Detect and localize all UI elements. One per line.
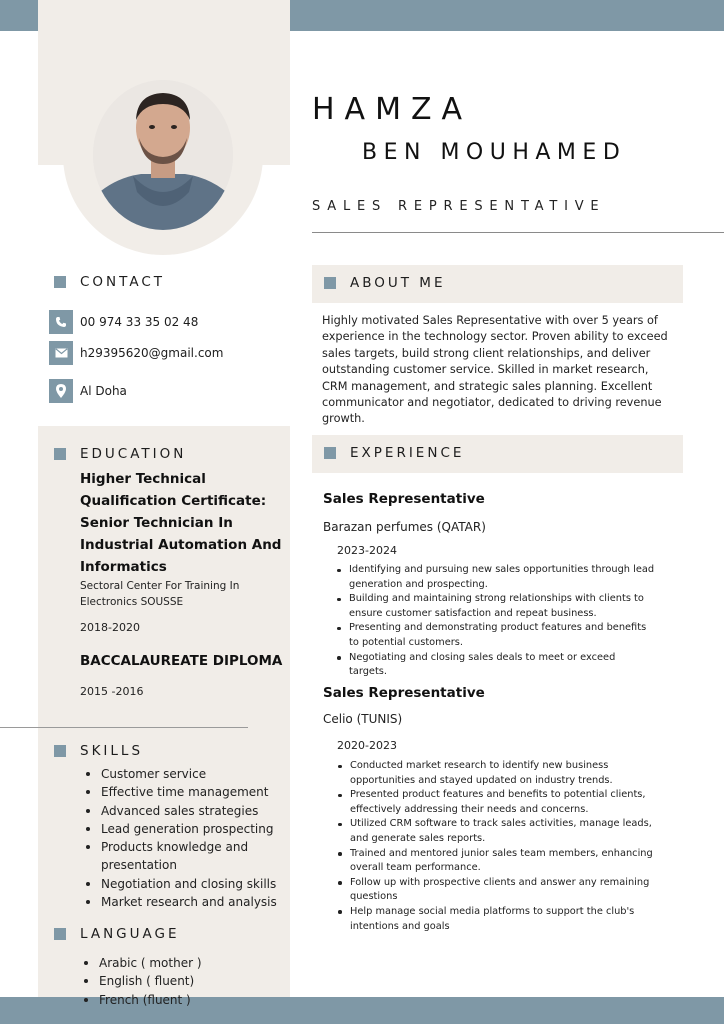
job-duties-list (337, 759, 657, 934)
list-item: Follow up with prospective clients and answer any remaining questions (337, 876, 657, 905)
education-years: 2015 -2016 (80, 685, 144, 698)
location-text: Al Doha (80, 384, 127, 398)
list-item: Products knowledge and presentation (82, 838, 287, 875)
language-heading (54, 926, 180, 942)
list-item: Identifying and pursuing new sales opportunities through lead generation and prospecting. (336, 563, 656, 592)
list-item: Building and maintaining strong relationships with clients to ensure customer satisfaction and repeat business. (336, 592, 656, 621)
list-item: Utilized CRM software to track sales activities, manage leads, and generate sales reports. (337, 817, 657, 846)
header-divider (312, 232, 724, 233)
list-item: Trained and mentored junior sales team members, enhancing overall team performance. (337, 847, 657, 876)
education-years: 2018-2020 (80, 621, 140, 634)
contact-heading-label: CONTACT (80, 274, 166, 290)
list-item: Customer service (82, 765, 287, 783)
language-heading-label: LANGUAGE (80, 926, 180, 942)
education-heading (54, 446, 186, 462)
section-marker-icon (324, 447, 336, 459)
section-marker-icon (54, 745, 66, 757)
list-item: Advanced sales strategies (82, 802, 287, 820)
education-institution: Sectoral Center For Training In Electronics SOUSSE (80, 580, 240, 608)
section-marker-icon (324, 277, 336, 289)
education-heading-label: EDUCATION (80, 446, 187, 462)
list-item: Negotiation and closing skills (82, 875, 287, 893)
list-item: Negotiating and closing sales deals to meet or exceed targets. (336, 651, 656, 680)
list-item: Market research and analysis (82, 893, 287, 911)
job-role: Sales Representative (323, 491, 485, 507)
list-item: Effective time management (82, 783, 287, 801)
location-pin-icon (49, 379, 73, 403)
experience-heading (324, 445, 464, 461)
about-text: Highly motivated Sales Representative with over 5 years of experience in the technology sector. Proven ability to exceed sales targets, build strong client relationships, and deliver outstanding customer service. Skilled in market research, CRM management, and strategic sales planning. Excellent communicator and negotiator, dedicated to driving revenue growth. (322, 314, 668, 426)
section-marker-icon (54, 448, 66, 460)
first-name: HAMZA (312, 92, 473, 127)
job-title: SALES REPRESENTATIVE (312, 199, 606, 214)
list-item: Lead generation prospecting (82, 820, 287, 838)
list-item: Conducted market research to identify new business opportunities and stayed updated on industry trends. (337, 759, 657, 788)
phone-icon (49, 310, 73, 334)
last-name: BEN MOUHAMED (362, 140, 627, 165)
job-company: Celio (TUNIS) (323, 712, 403, 726)
contact-phone (49, 310, 198, 334)
skills-list (82, 765, 287, 911)
list-item: Presented product features and benefits to potential clients, effectively addressing their needs and concerns. (337, 788, 657, 817)
experience-heading-label: EXPERIENCE (350, 445, 465, 461)
education-degree-title: BACCALAUREATE DIPLOMA (80, 653, 283, 669)
contact-location (49, 379, 127, 403)
skills-heading (54, 743, 143, 759)
job-years: 2023-2024 (337, 544, 397, 557)
language-list (80, 954, 280, 1009)
job-company: Barazan perfumes (QATAR) (323, 520, 486, 534)
education-degree-title: Higher Technical Qualification Certificate: Senior Technician In Industrial Automation And Informatics (80, 471, 282, 575)
list-item: Help manage social media platforms to support the club's intentions and goals (337, 905, 657, 934)
section-marker-icon (54, 276, 66, 288)
about-heading-label: ABOUT ME (350, 275, 446, 291)
profile-photo (93, 80, 233, 230)
list-item: English ( fluent) (80, 972, 280, 990)
job-duties-list (336, 563, 656, 680)
list-item: French (fluent ) (80, 991, 280, 1009)
mail-icon (49, 341, 73, 365)
person-avatar-icon (93, 80, 233, 230)
list-item: Arabic ( mother ) (80, 954, 280, 972)
phone-text[interactable]: 00 974 33 35 02 48 (80, 315, 199, 329)
sidebar-divider (0, 727, 248, 728)
contact-email (49, 341, 223, 365)
job-years: 2020-2023 (337, 739, 397, 752)
contact-heading (54, 274, 165, 290)
list-item: Presenting and demonstrating product features and benefits to potential customers. (336, 621, 656, 650)
email-text[interactable]: h29395620@gmail.com (80, 346, 224, 360)
about-heading (324, 275, 445, 291)
skills-heading-label: SKILLS (80, 743, 144, 759)
job-role: Sales Representative (323, 685, 485, 701)
section-marker-icon (54, 928, 66, 940)
